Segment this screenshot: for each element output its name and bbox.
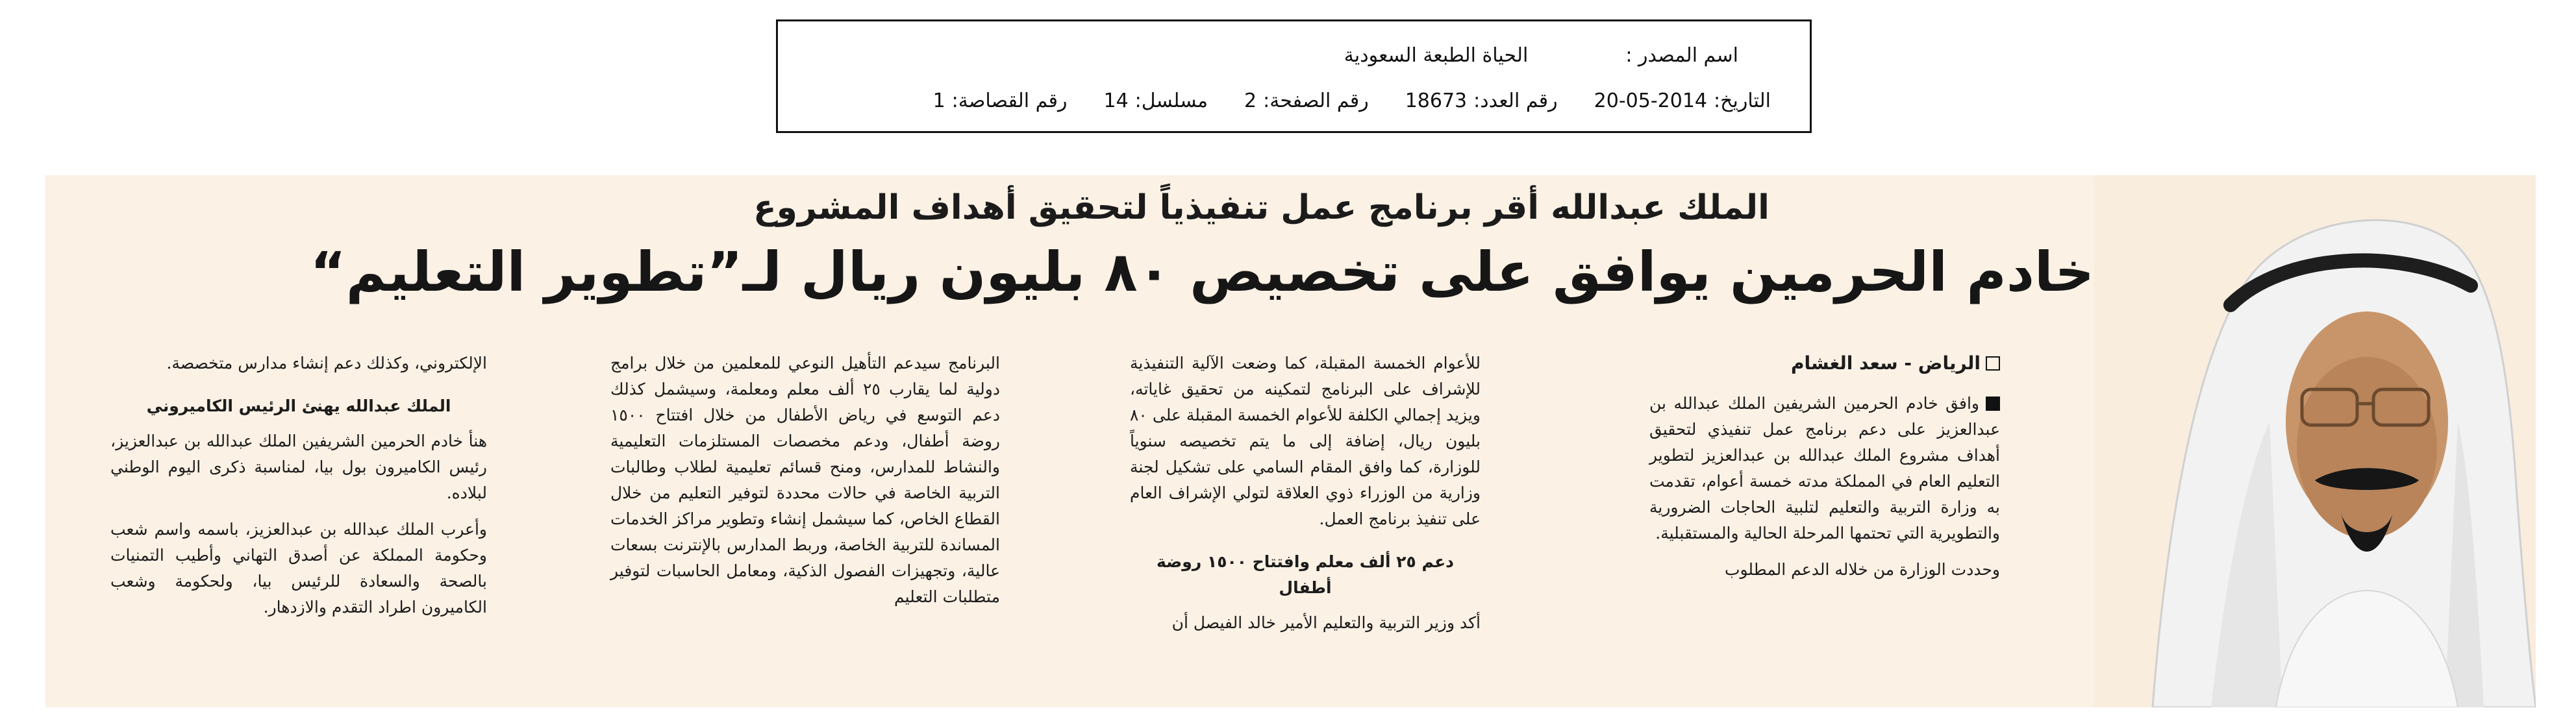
source-value: الحياة الطبعة السعودية [1344, 44, 1529, 67]
serial-label: مسلسل: [1134, 90, 1208, 112]
paragraph: البرنامج سيدعم التأهيل النوعي للمعلمين من خلال برامج دولية لما يقارب ٢٥ ألف معلم ومعلمة، وسيشمل كذلك دعم التوسع في رياض الأطفال من خلال افتتاح ١٥٠٠ روضة أطفال، ودعم مخصصات المستلزمات التعليمية والنشاط للمدارس، ومنح قسائم تعليمية لطلاب وطالبات التربية الخاصة في حالات محددة لتوفير التعليم من خلال القطاع الخاص، كما سيشمل إنشاء وتطوير مراكز الخدمات المساندة للتربية الخاصة، وربط المدارس بالإنترنت بسعات عالية، وتجهيزات الفصول الذكية، ومعامل الحاسبات لتوفير متطلبات التعليم [610, 354, 1000, 606]
article-column-4 [110, 350, 487, 631]
byline: الرياض - سعد الغشام [1649, 350, 2000, 376]
clip-value: 1 [932, 90, 945, 112]
paragraph: وافق خادم الحرمين الشريفين الملك عبدالله بن عبدالعزيز على دعم برنامج عمل تنفيذي لتحقيق أهداف مشروع الملك عبدالله بن عبدالعزيز لتطوير التعليم العام في المملكة مدته خمسة أعوام، تقدمت به وزارة التربية والتعليم لتلبية الحاجات الضرورية والتطويرية التي تحتمها المرحلة الحالية والمستقبلية. [1649, 394, 2000, 543]
article-column-2 [1130, 350, 1481, 646]
article-column-1 [1649, 350, 2000, 593]
paragraph: للأعوام الخمسة المقبلة، كما وضعت الآلية التنفيذية للإشراف على البرنامج لتمكينه من تحقيق غاياته، ويزيد إجمالي الكلفة للأعوام الخمسة المقبلة على ٨٠ بليون ريال، إضافة إلى ما يتم تخصيصه سنوياً للوزارة، كما وافق المقام السامي على تشكيل لجنة وزارية من الوزراء ذوي العلاقة لتولي الإشراف العام على تنفيذ برنامج العمل. [1130, 354, 1481, 528]
page-label: رقم الصفحة: [1263, 90, 1369, 112]
section-subhead: دعم ٢٥ ألف معلم وافتتاح ١٥٠٠ روضة أطفال [1156, 552, 1454, 597]
article-clipping [45, 175, 2536, 707]
page-field [1244, 90, 1369, 112]
date-field [1594, 90, 1771, 112]
source-label: اسم المصدر : [1625, 44, 1738, 67]
paragraph: الإلكتروني، وكذلك دعم إنشاء مدارس متخصصة. [166, 354, 487, 373]
issue-value: 18673 [1405, 90, 1468, 112]
section-subhead: الملك عبدالله يهنئ الرئيس الكاميروني [146, 397, 451, 415]
issue-label: رقم العدد: [1473, 90, 1558, 112]
paragraph: وحددت الوزارة من خلاله الدعم المطلوب [1724, 560, 2000, 579]
date-label: التاريخ: [1714, 90, 1771, 112]
article-column-3 [610, 350, 1000, 620]
paragraph: وأعرب الملك عبدالله بن عبدالعزيز، باسمه واسم شعب وحكومة المملكة عن أصدق التهاني وأطيب التمنيات بالصحة والسعادة للرئيس بيا، ولحكومة وشعب الكاميرون اطراد التقدم والازدهار. [110, 520, 487, 617]
date-value: 2014-05-20 [1594, 90, 1708, 112]
portrait-photo [2094, 175, 2536, 707]
serial-field [1103, 90, 1208, 112]
paragraph: هنأ خادم الحرمين الشريفين الملك عبدالله بن عبدالعزيز، رئيس الكاميرون بول بيا، لمناسبة ذكرى اليوم الوطني لبلاده. [110, 432, 487, 502]
issue-field [1405, 90, 1558, 112]
serial-value: 14 [1103, 90, 1129, 112]
portrait-illustration [2094, 175, 2536, 707]
clip-field [933, 90, 1068, 112]
filled-square-icon [1986, 397, 2000, 411]
paragraph: أكد وزير التربية والتعليم الأمير خالد الفيصل أن [1171, 613, 1481, 632]
sub-headline: الملك عبدالله أقر برنامج عمل تنفيذياً لتحقيق أهداف المشروع [753, 188, 1769, 227]
clip-label: رقم القصاصة: [951, 90, 1068, 112]
source-row [1344, 44, 1738, 67]
headline: خادم الحرمين يوافق على تخصيص ٨٠ بليون ريال لـ”تطوير التعليم“ [310, 240, 2094, 304]
open-square-icon [1986, 356, 2000, 371]
page-value: 2 [1244, 90, 1257, 112]
metadata-row [933, 90, 1771, 112]
source-info-box [776, 19, 1812, 133]
